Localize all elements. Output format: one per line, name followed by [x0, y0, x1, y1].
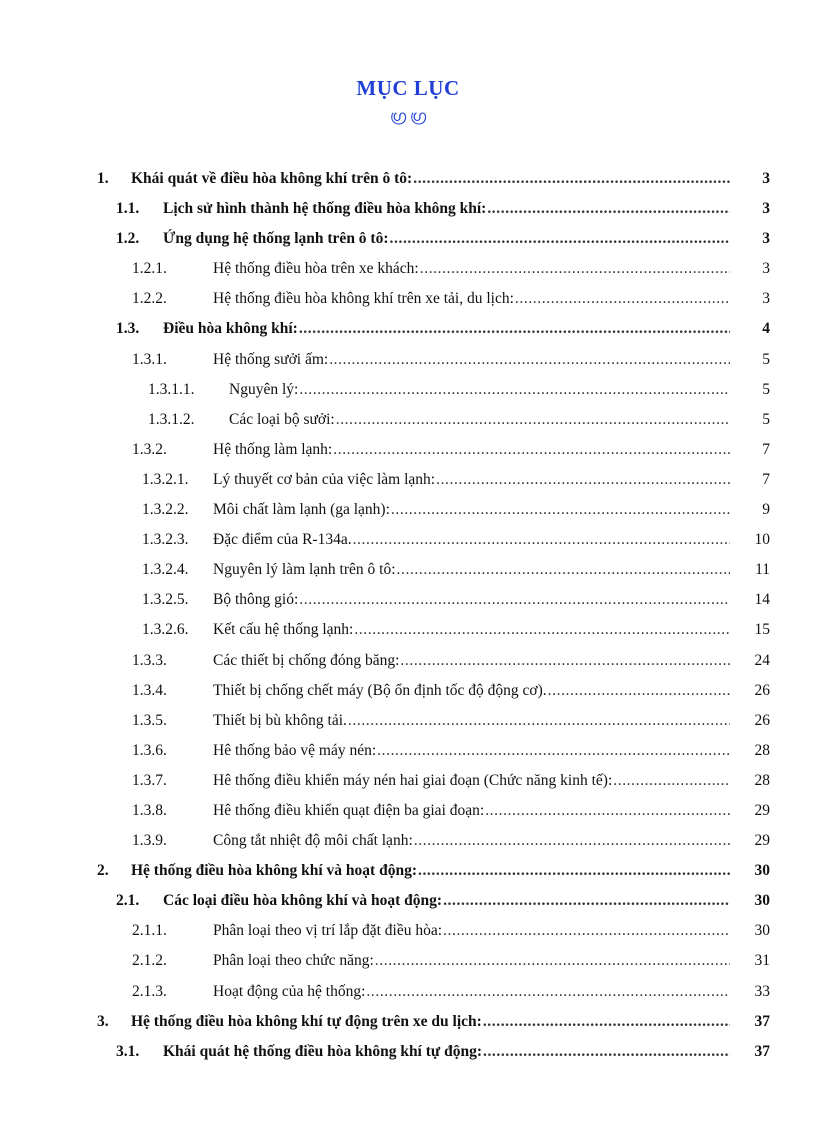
toc-entry-page-number: 7 [762, 470, 770, 488]
toc-entry-label[interactable]: Nguyên lý làm lạnh trên ô tô: [213, 561, 396, 579]
toc-dot-leader [333, 441, 730, 459]
toc-entry[interactable] [0, 1009, 816, 1039]
toc-entry-text [213, 952, 731, 970]
toc-entry-number: 3. [97, 1012, 109, 1030]
toc-dot-leader [299, 381, 730, 399]
toc-entry-label[interactable]: Các loại điều hòa không khí và hoạt động: [163, 892, 443, 910]
toc-dot-leader [390, 230, 730, 248]
toc-entry-label[interactable]: Hoạt động của hệ thống: [213, 982, 366, 1000]
toc-entry-label[interactable]: Ứng dụng hệ thống lạnh trên ô tô: [163, 230, 389, 248]
toc-dot-leader [400, 652, 730, 670]
toc-entry-number: 1.3.9. [132, 832, 167, 850]
toc-entry-text [213, 621, 731, 639]
toc-entry-page-number: 3 [762, 230, 770, 248]
toc-dot-leader [299, 320, 730, 338]
toc-entry-number: 1. [97, 170, 109, 187]
toc-entry-text [213, 922, 731, 940]
toc-dot-leader [420, 260, 730, 278]
toc-entry-number: 1.3.1.2. [148, 410, 195, 428]
toc-dot-leader [391, 501, 730, 519]
toc-entry[interactable] [0, 166, 816, 196]
toc-dot-leader [483, 1043, 730, 1061]
toc-dot-leader [377, 742, 730, 760]
toc-entry[interactable] [0, 979, 816, 1009]
toc-entry-number: 1.2.2. [132, 290, 167, 308]
toc-entry-page-number: 28 [754, 771, 770, 789]
toc-dot-leader [613, 772, 730, 790]
toc-entry-page-number: 29 [754, 801, 770, 819]
toc-entry-page-number: 5 [762, 410, 770, 428]
toc-entry-number: 1.1. [116, 200, 140, 218]
toc-entry[interactable] [0, 768, 816, 798]
toc-entry[interactable] [0, 497, 816, 527]
toc-entry-page-number: 11 [755, 561, 770, 579]
toc-entry-text [213, 441, 731, 459]
toc-entry-number: 1.3.1. [132, 350, 167, 368]
toc-dot-leader [375, 952, 730, 970]
toc-entry-label[interactable]: Thiết bị chống chết máy (Bộ ổn định tốc độ động cơ). [213, 681, 547, 699]
toc-entry-text [213, 471, 731, 489]
toc-entry-text [229, 411, 731, 429]
toc-entry-label[interactable]: Phân loại theo vị trí lắp đặt điều hòa: [213, 922, 443, 940]
toc-entry-number: 1.3.2.1. [142, 470, 189, 488]
toc-entry-number: 2. [97, 862, 109, 880]
toc-entry-label[interactable]: Lịch sử hình thành hệ thống điều hòa không khí: [163, 200, 487, 218]
toc-entry-text [163, 230, 731, 248]
toc-entry-label[interactable]: Môi chất làm lạnh (ga lạnh): [213, 501, 390, 519]
toc-entry[interactable] [0, 557, 816, 587]
toc-entry-text [213, 561, 731, 579]
toc-entry-text [213, 290, 731, 308]
toc-dot-leader [353, 531, 730, 549]
toc-entry-label[interactable]: Khái quát về điều hòa không khí trên ô tô: [131, 170, 413, 187]
toc-entry[interactable] [0, 316, 816, 346]
toc-entry-number: 1.3. [116, 320, 140, 338]
toc-dot-leader [413, 170, 730, 188]
toc-entry-label[interactable]: Phân loại theo chức năng: [213, 952, 374, 970]
toc-entry-page-number: 3 [762, 170, 770, 187]
toc-entry-text [131, 862, 731, 880]
toc-entry-page-number: 7 [762, 440, 770, 458]
toc-entry-number: 2.1. [116, 892, 140, 910]
toc-entry[interactable] [0, 828, 816, 858]
toc-entry-label[interactable]: Các thiết bị chống đóng băng: [213, 651, 400, 669]
toc-entry-label[interactable]: Công tắt nhiệt độ môi chất lạnh: [213, 832, 413, 850]
toc-entry-number: 1.2.1. [132, 260, 167, 278]
toc-entry-label[interactable]: Điều hòa không khí: [163, 320, 298, 338]
toc-entry-number: 1.3.2.2. [142, 501, 189, 519]
toc-entry-text [213, 260, 731, 278]
toc-entry[interactable] [0, 738, 816, 768]
toc-entry-number: 1.3.8. [132, 801, 167, 819]
toc-entry[interactable] [0, 347, 816, 377]
toc-entry-page-number: 33 [754, 982, 770, 1000]
toc-entry[interactable] [0, 437, 816, 467]
toc-entry-page-number: 30 [754, 922, 770, 940]
toc-entry-label[interactable]: Hê thống điều khiển quạt điện ba giai đoạn: [213, 801, 485, 819]
toc-entry-number: 1.2. [116, 230, 140, 248]
toc-entry[interactable] [0, 918, 816, 948]
toc-entry-page-number: 10 [754, 531, 770, 549]
toc-entry-text [213, 983, 731, 1001]
toc-entry-label[interactable]: Hê thống bảo vệ máy nén: [213, 741, 377, 759]
toc-dot-leader [487, 200, 730, 218]
toc-entry[interactable] [0, 527, 816, 557]
toc-entry[interactable] [0, 196, 816, 226]
toc-dot-leader [436, 471, 730, 489]
toc-entry-label[interactable]: Hệ thống điều hòa trên xe khách: [213, 260, 419, 278]
toc-entry-page-number: 3 [762, 290, 770, 308]
toc-entry-text [163, 892, 731, 910]
toc-entry[interactable] [0, 407, 816, 437]
toc-entry-label[interactable]: Hệ thống sưởi ấm: [213, 350, 329, 368]
toc-entry[interactable] [0, 617, 816, 647]
toc-entry-text [229, 381, 731, 399]
toc-dot-leader [348, 712, 730, 730]
toc-dot-leader [483, 1013, 730, 1031]
toc-entry-label[interactable]: Thiết bị bù không tải. [213, 711, 347, 729]
toc-entry-label[interactable]: Hệ thống điều hòa không khí tự động trên xe du lịch: [131, 1012, 482, 1030]
toc-dot-leader [485, 802, 730, 820]
toc-entry-text [163, 320, 731, 338]
toc-entry-text [213, 742, 731, 760]
toc-dot-leader [515, 290, 730, 308]
toc-entry-number: 3.1. [116, 1042, 140, 1060]
toc-entry[interactable] [0, 587, 816, 617]
toc-entry-text [213, 712, 731, 730]
toc-entry-number: 1.3.5. [132, 711, 167, 729]
toc-entry-page-number: 30 [754, 892, 770, 910]
toc-dot-leader [443, 892, 730, 910]
toc-dot-leader [548, 682, 730, 700]
toc-entry[interactable] [0, 226, 816, 256]
toc-entry-label[interactable]: Khái quát hệ thống điều hòa không khí tự động: [163, 1042, 482, 1060]
toc-entry-text [163, 200, 731, 218]
toc-entry-label[interactable]: Nguyên lý: [229, 380, 299, 398]
toc-entry-page-number: 29 [754, 832, 770, 850]
toc-entry-label[interactable]: Lý thuyết cơ bản của việc làm lạnh: [213, 470, 436, 488]
toc-entry-number: 1.3.2.5. [142, 591, 189, 609]
toc-dot-leader [414, 832, 730, 850]
toc-dot-leader [418, 862, 730, 880]
toc-entry-page-number: 15 [754, 621, 770, 639]
toc-entry-number: 2.1.1. [132, 922, 167, 940]
toc-entry-number: 1.3.6. [132, 741, 167, 759]
toc-entry-text [213, 802, 731, 820]
toc-entry[interactable] [0, 798, 816, 828]
toc-entry-text [213, 682, 731, 700]
toc-entry[interactable] [0, 948, 816, 978]
toc-entry[interactable] [0, 377, 816, 407]
toc-entry-label[interactable]: Đặc điểm của R-134a. [213, 531, 352, 549]
toc-entry[interactable] [0, 286, 816, 316]
toc-entry-page-number: 31 [754, 952, 770, 970]
toc-entry[interactable] [0, 888, 816, 918]
toc-entry-number: 1.3.2.4. [142, 561, 189, 579]
toc-entry-label[interactable]: Các loại bộ sưởi: [229, 410, 335, 428]
toc-dot-leader [366, 983, 730, 1001]
toc-entry-label[interactable]: Hệ thống làm lạnh: [213, 440, 333, 458]
toc-entry-label[interactable]: Hệ thống điều hòa không khí trên xe tải, du lịch: [213, 290, 514, 308]
toc-entry-text [213, 832, 731, 850]
toc-entry-number: 1.3.2.6. [142, 621, 189, 639]
toc-entry-page-number: 14 [754, 591, 770, 609]
toc-entry-page-number: 3 [762, 260, 770, 278]
toc-entry[interactable] [0, 708, 816, 738]
toc-dot-leader [336, 411, 730, 429]
toc-entry-text [213, 531, 731, 549]
toc-entry-page-number: 4 [762, 320, 770, 338]
toc-entry-number: 1.3.7. [132, 771, 167, 789]
toc-entry-text [131, 170, 731, 188]
toc-entry-text [163, 1043, 731, 1061]
toc-entry-page-number: 37 [754, 1012, 770, 1030]
toc-entry-number: 1.3.1.1. [148, 380, 195, 398]
toc-dot-leader [397, 561, 730, 579]
toc-entry-number: 1.3.4. [132, 681, 167, 699]
toc-entry-page-number: 9 [762, 501, 770, 519]
toc-dot-leader [329, 351, 730, 369]
toc-entry-page-number: 5 [762, 380, 770, 398]
toc-entry[interactable] [0, 256, 816, 286]
toc-entry-page-number: 24 [754, 651, 770, 669]
toc-entry-text [131, 1013, 731, 1031]
toc-entry-number: 1.3.2. [132, 440, 167, 458]
toc-entry-number: 1.3.2.3. [142, 531, 189, 549]
toc-entry-page-number: 28 [754, 741, 770, 759]
toc-entry-page-number: 30 [754, 862, 770, 880]
toc-entry[interactable] [0, 648, 816, 678]
toc-entry-text [213, 772, 731, 790]
toc-entry-page-number: 5 [762, 350, 770, 368]
toc-entry-text [213, 351, 731, 369]
title-ornament: ഗ്ര ഗ്ര [389, 109, 427, 125]
toc-entry-text [213, 591, 731, 609]
toc-entry-number: 2.1.2. [132, 952, 167, 970]
toc-entry[interactable] [0, 467, 816, 497]
toc-entry-label[interactable]: Hê thống điều khiển máy nén hai giai đoạn (Chức năng kinh tế): [213, 771, 613, 789]
toc-entry-text [213, 652, 731, 670]
table-of-contents [0, 166, 816, 1069]
toc-entry[interactable] [0, 678, 816, 708]
toc-entry-page-number: 26 [754, 681, 770, 699]
toc-entry-page-number: 37 [754, 1042, 770, 1060]
toc-entry-text [213, 501, 731, 519]
toc-entry-label[interactable]: Kết cấu hệ thống lạnh: [213, 621, 354, 639]
toc-entry-label[interactable]: Hệ thống điều hòa không khí và hoạt động: [131, 862, 417, 880]
toc-entry-label[interactable]: Bộ thông gió: [213, 591, 299, 609]
toc-entry-page-number: 26 [754, 711, 770, 729]
page-title: MỤC LỤC [356, 76, 460, 100]
toc-dot-leader [299, 591, 730, 609]
toc-entry-number: 2.1.3. [132, 982, 167, 1000]
toc-dot-leader [443, 922, 730, 940]
toc-entry[interactable] [0, 858, 816, 888]
toc-entry[interactable] [0, 1039, 816, 1069]
toc-entry-page-number: 3 [762, 200, 770, 218]
toc-dot-leader [354, 621, 730, 639]
toc-entry-number: 1.3.3. [132, 651, 167, 669]
